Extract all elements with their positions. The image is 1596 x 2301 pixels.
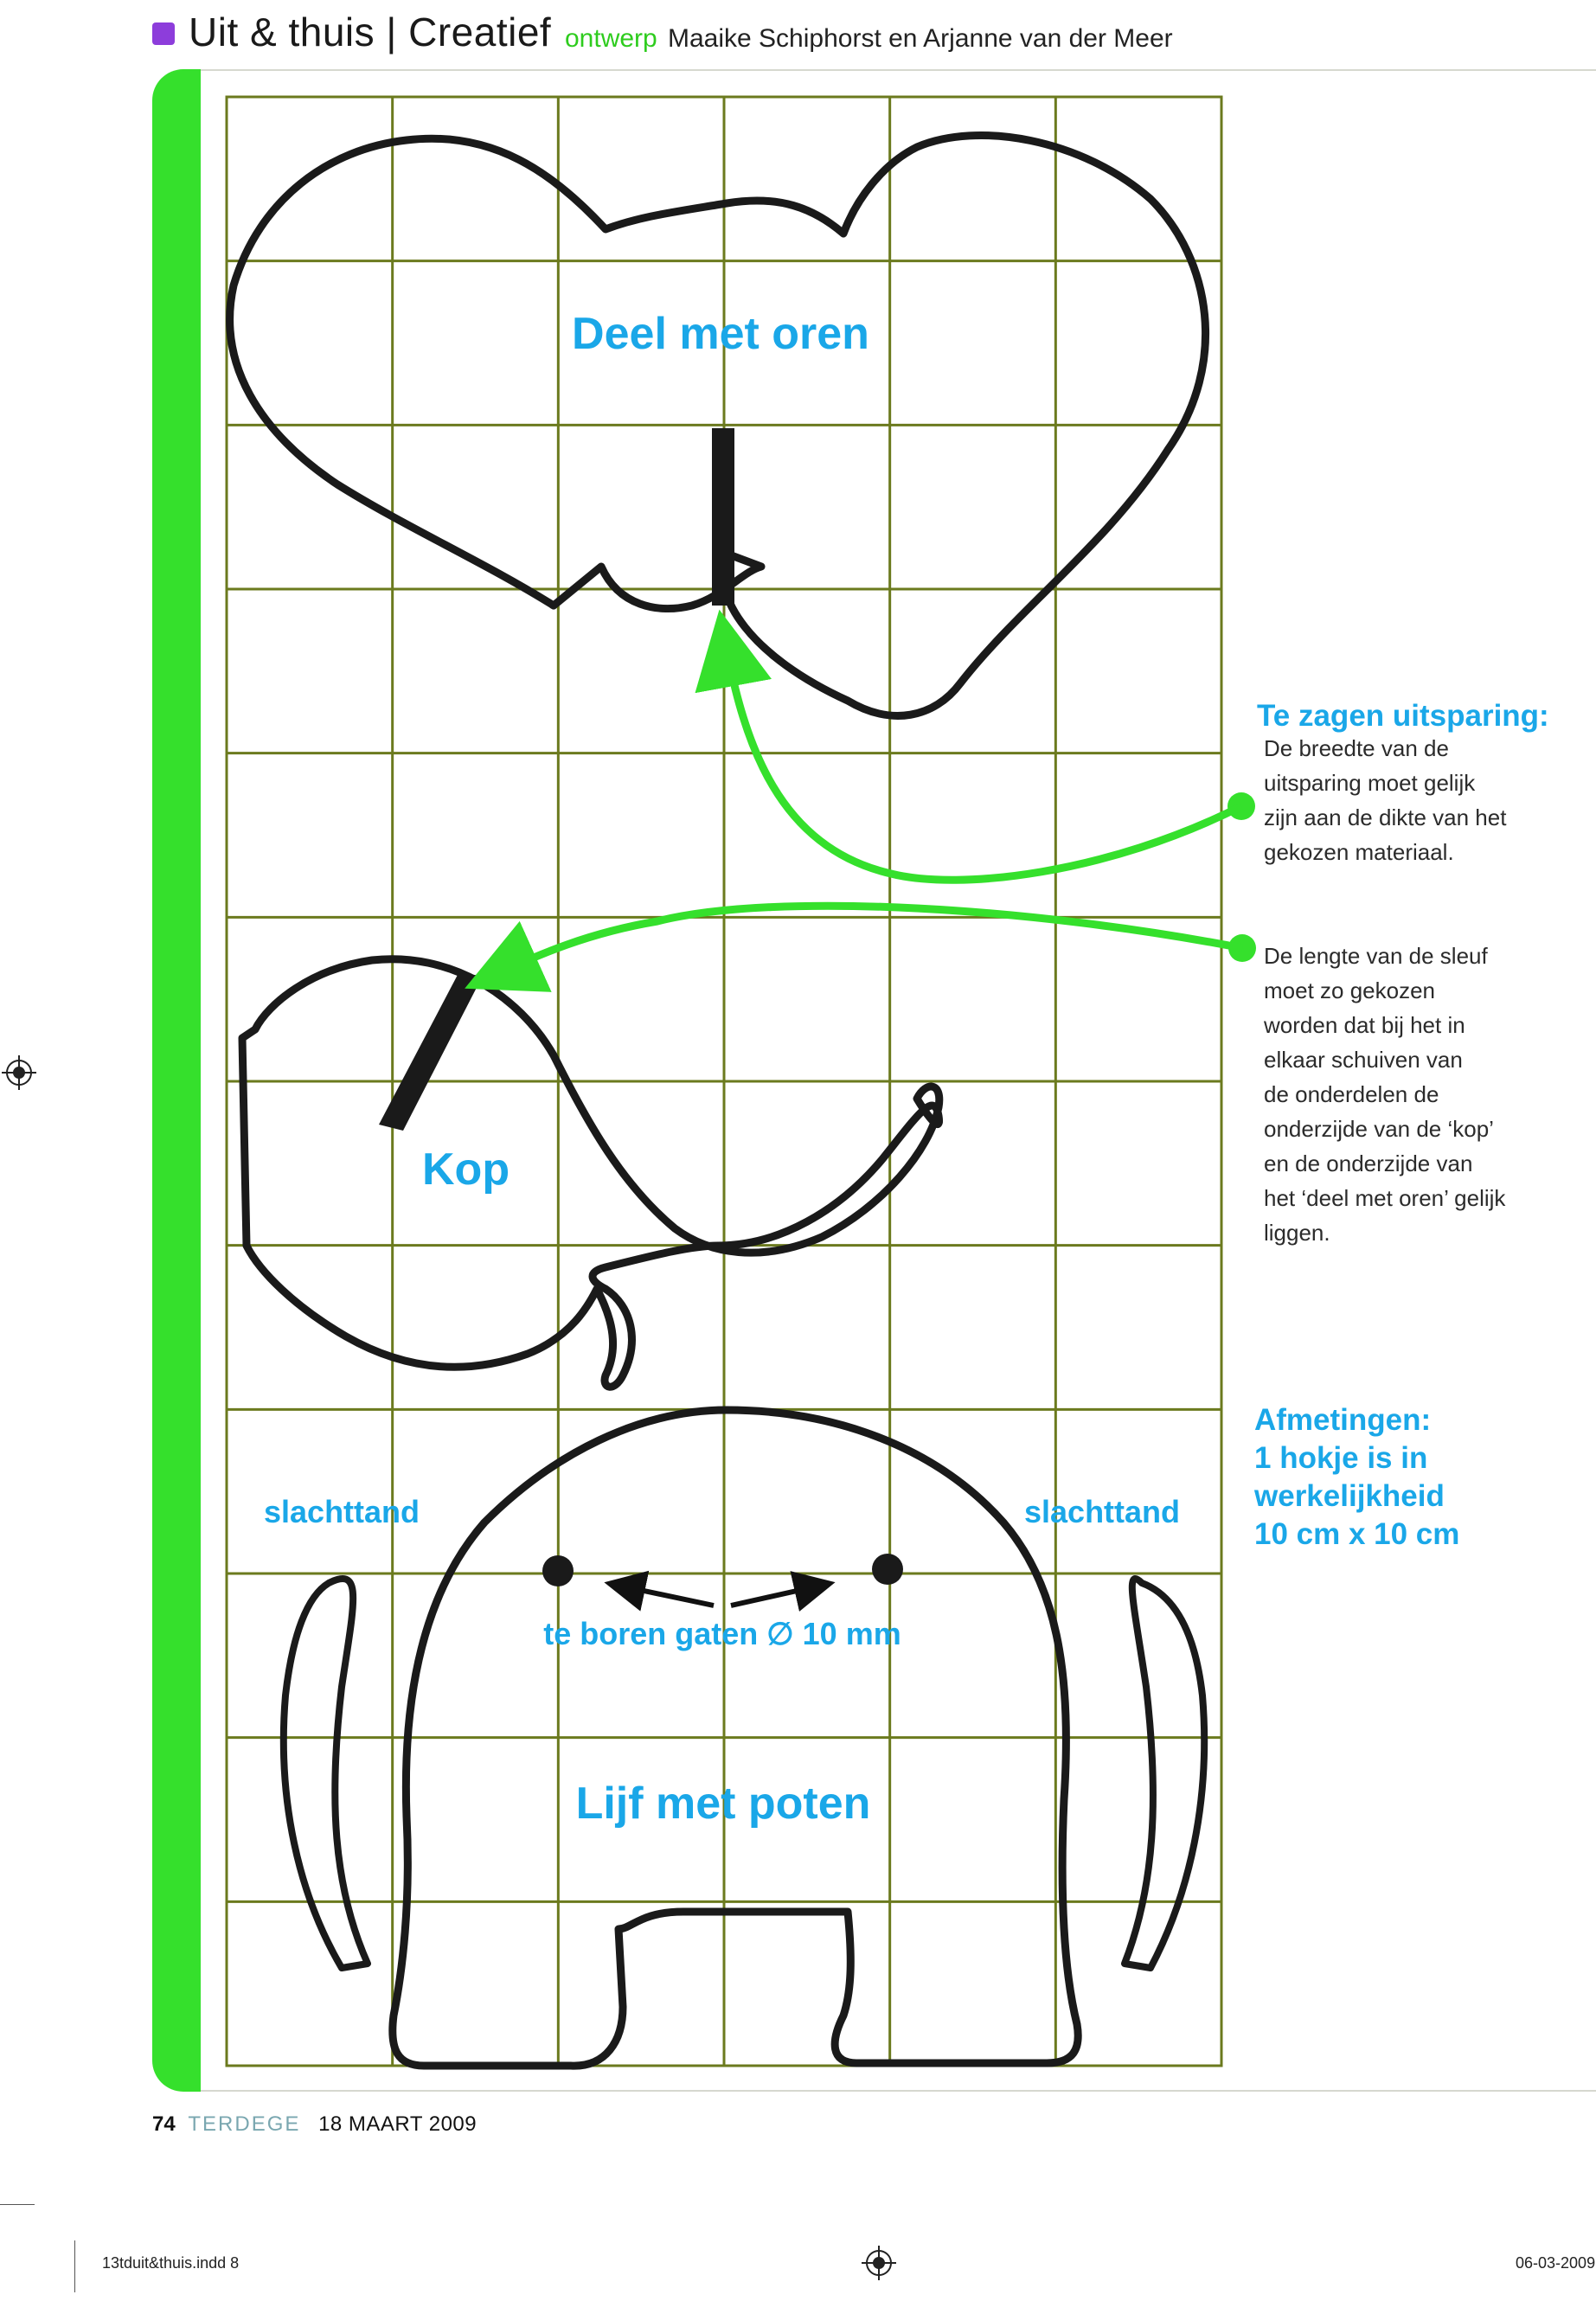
- note-slot-line: de onderdelen de: [1264, 1081, 1439, 1107]
- ears-cutout-slot: [712, 428, 734, 606]
- label-head: Kop: [422, 1144, 510, 1195]
- head-outline: [242, 959, 939, 1387]
- issue-date: 18 MAART 2009: [318, 2112, 478, 2136]
- registration-mark-icon: [2, 1055, 36, 1090]
- head-slot: [379, 973, 483, 1131]
- slug-rule: [0, 2204, 35, 2205]
- slug-tick: [74, 2240, 75, 2292]
- note-slot-line: het ‘deel met oren’ gelijk: [1264, 1185, 1506, 1211]
- note-slot-line: elkaar schuiven van: [1264, 1047, 1463, 1073]
- label-tusk-left: slachttand: [264, 1494, 420, 1529]
- slug-filename: 13tduit&thuis.indd 8: [102, 2254, 240, 2272]
- dimensions-line: werkelijkheid: [1254, 1479, 1445, 1513]
- label-tusk-right: slachttand: [1024, 1494, 1181, 1529]
- slug-date: 06-03-2009: [1516, 2254, 1596, 2272]
- note-slot-line: De lengte van de sleuf: [1264, 943, 1488, 969]
- page-number: 74: [152, 2112, 176, 2136]
- arrow-hole-left: [619, 1586, 714, 1606]
- dimensions-line: 1 hokje is in: [1254, 1441, 1428, 1475]
- note-slot-line: worden dat bij het in: [1264, 1012, 1465, 1038]
- label-body: Lijf met poten: [575, 1779, 871, 1829]
- dimensions-line: 10 cm x 10 cm: [1254, 1517, 1460, 1551]
- note-cutout-line: zijn aan de dikte van het: [1264, 804, 1507, 830]
- page-folio: [152, 2112, 477, 2137]
- hole-right: [872, 1554, 903, 1585]
- note-slot-line: en de onderzijde van: [1264, 1150, 1473, 1176]
- note-cutout-title: Te zagen uitsparing:: [1257, 699, 1549, 733]
- pattern-grid-lines: [227, 97, 1221, 2066]
- magazine-name: TERDEGE: [188, 2112, 301, 2136]
- note-slot-line: moet zo gekozen: [1264, 977, 1436, 1003]
- note-cutout-line: gekozen materiaal.: [1264, 839, 1454, 865]
- hole-left: [542, 1555, 574, 1586]
- credit-names: Maaike Schiphorst en Arjanne van der Meer: [668, 24, 1173, 53]
- dimensions-note: [1254, 1401, 1459, 1554]
- note-cutout-line: uitsparing moet gelijk: [1264, 770, 1476, 796]
- registration-mark-icon: [862, 2246, 896, 2280]
- note-cutout-line: De breedte van de: [1264, 735, 1449, 761]
- note-slot-line: onderzijde van de ‘kop’: [1264, 1116, 1494, 1142]
- arrow-hole-right: [731, 1586, 820, 1606]
- section-title: Uit & thuis | Creatief: [189, 10, 552, 54]
- label-holes: te boren gaten ∅ 10 mm: [543, 1616, 901, 1651]
- dimensions-line: Afmetingen:: [1254, 1403, 1432, 1437]
- note-slot-line: liggen.: [1264, 1220, 1330, 1246]
- credit-label: ontwerp: [565, 24, 657, 53]
- label-ears: Deel met oren: [572, 309, 869, 359]
